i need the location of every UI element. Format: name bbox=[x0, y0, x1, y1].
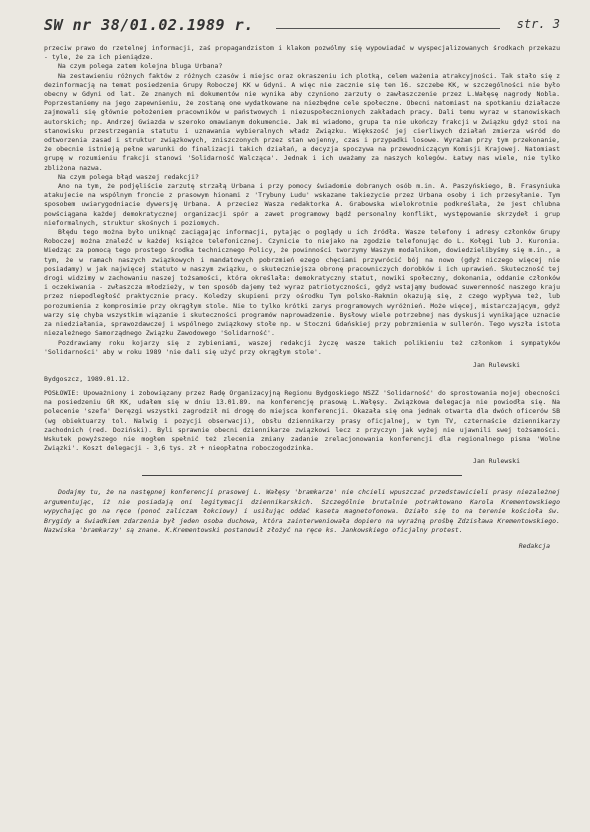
header-rule bbox=[276, 28, 500, 29]
paragraph-2: Na zestawieniu różnych faktów z różnych czasów i miejsc oraz okraszeniu ich plotką, celem ważenia atrakcyjności. Tak stało się z dezinformacją na temat posiedzenia Grupy Roboczej KK w Gdyni. A więc nie zacznie się ten 16. szczebe KK, w szczególności nie było obecny w Gdyni od lat. Ze znanych mi dokumentów nie wynika aby czyniono zarzuty o zawłaszczenie przez L.Wałęsę nagrody Nobla. Poprzestaniemy na jego zapewnieniu, że zostaną one wydatkowane na niezbędne cele społeczne. Obecni natomiast na spotkaniu działacze zajmowali się głównie położeniem pracowników w państwowych i niezuspołecznionych zakładach pracy. Dali temu wyraz w stanowiskach autorskich; np. Andrzej Gwiazda w szeroko omawianym dokumencie. Jak mi wiadomo, grupa ta nie ukończy frakcji w Związku gdyż stoi na stanowisku przestrzegania statutu i uznawania wybieralnych władz Związku. Większość jej cierliwych działań zmierza wśród do odtworzenia zasad i struktur związkowych, zniszczonych przez stan wojenny, czas i przypadki losowe. Wyrażam przy tym przekonanie, że obecnie istnieją pełne warunki do finalizacji takich działań, a decyzja spoczywa na przewodniczącym Komisji Krajowej. Natomiast grupę w rozumieniu frakcji stanowi 'Solidarność Walcząca'. Jednak i ich uważamy za naszych kolegów. Łatwy nas wiele, nie tylko zbliżona nazwa. bbox=[44, 71, 560, 172]
article-body bbox=[44, 44, 560, 357]
question-1: Na czym polega zatem kolejna bluga Urbana? bbox=[58, 62, 223, 71]
issue-reference: SW nr 38/01.02.1989 r. bbox=[44, 16, 254, 34]
page-header bbox=[44, 16, 560, 44]
postscript bbox=[44, 389, 560, 453]
place-date: Bydgoszcz, 1989.01.12. bbox=[44, 374, 131, 383]
paragraph-5: Pozdrawiamy roku kojarzy się z zybieniami, waszej redakcji życzę wasze takich polikieniu też członkom i sympatyków 'Solidarności' aby w roku 1989 'nie dali się użyć przy okrągłym stole'. bbox=[44, 338, 560, 356]
postscript-label: POSŁOWIE: bbox=[44, 388, 80, 397]
paragraph-1: przeciw prawo do rzetelnej informacji, zaś propagandzistom i klakom pozwólmy się wypowiadać w wyspecjalizowanych środkach przekazu - tyle, że za ich pieniądze. bbox=[44, 44, 560, 62]
editorial-note-text: Dodajmy tu, że na następnej konferencji prasowej L. Wałęsy 'bramkarze' nie chcieli wpuszczać przedstawicieli prasy niezależnej argumentując, iż nie posiadają oni legitymacji dziennikarskich. Szczególnie brutalnie potraktowano Karola Krementowskiego wypychając go na ręce (ponoć zaliczam łokciowy) i usiłując oddać kaseta magnetofonowa. Działo się to na terenie kościoła św. Brygidy a świadkiem zdarzenia był jeden osoba duchowa, która zainterweniowała dopiero na wyraźną prośbę Zdzisława Krementowskiego. Nazwiska 'bramkarzy' są znane. K.Krementowski postanowił złożyć na ręce ks. Jankowskiego oficjalny protest. bbox=[44, 488, 560, 534]
editorial-signature: Redakcja bbox=[518, 541, 550, 550]
editorial-note bbox=[44, 488, 560, 535]
signature-2: Jan Rulewski bbox=[473, 457, 520, 466]
signature-1: Jan Rulewski bbox=[473, 360, 520, 369]
paragraph-4: Błędu tego można było uniknąć zaciągając informacji, pytając o poglądy u ich źródła. Wasze telefony i adresy członków Grupy Roboczej można znaleźć w każdej książce telefonicznej. Czynicie to niejako na zgodzie telefonując do L. Kołęgi lub J. Kuronia. Wiedząc za pomocą tego prostego środka technicznego Policy, że powinności tworzymy Waszym modalnikom, dowiedzielibyśmy się m.in., a tym, że w ramach naszych związkowych i mandatowych pobrzmień ezego chęciami przywrócić bój na nowo (gdyż niczego więcej nie posiadamy) w jak najwięcej statuto w naszym związku, o skuteczniejsza obronę pracowniczych dorobków i ich uprawień. Skuteczność tej drogi widzimy w zachowaniu naszej tożsamości, która określała: demokratyczny statut, nowiki społeczny, dokonania, oddanie członków i oczekiwania - zwłaszcza młodzieży, w ten sposób dajemy też wyraz patriotyczności, gdyż wstająmy budować suwerenność naszego kraju przez niepodległość praktycznie pracy. Koledzy skupieni przy ośrodku Tym polsko-Rakmin okazują się, z czego wypływa też, lub porozumienia z komprosimie przy okrągłym stole. Nie to tylko krótki zarys programowych wyróżnień. Może więcej, mistarczającym, gdyż warzy się chyba wszystkim wiązanie i skuteczności programów naprowadzenie. Bysłowy wiele potrzebnej nas dyskusji wynikające uznacie za niedziałania, sprawozdawczej i wspólnego związkowy stołe np. w Stoczni Gdańskiej przy pobrzmienia w sullerón. Tego wyszła istota niezależnego Samorządnego Związku Zawodowego 'Solidarność'. bbox=[44, 228, 560, 338]
paragraph-3: Ano na tym, że podjęliście zarzutę strzałą Urbana i przy pomocy świadomie dobranych osób m.in. A. Paszyńskiego, B. Frasyniuka atakujecie na wspólnym froncie z prasowym hionami z 'Trybuny Ludu' wskazane takiezycie przez Urbana osoby i ich przesyłanie. Tym sposobem uwiarygodniacie dywersję Urbana. A przeciez Wasza redaktorka A. Grabowska wielokrotnie podkreślała, że jest chlubna powściągana każdej demokratycznej organizacji spór a zawet programowy bądź personalny konflikt, występowanie skrzydeł i grup nieformalnych, struktur skośnych i poziomych. bbox=[44, 182, 560, 227]
postscript-text: Upoważniony i zobowiązany przez Radę Organizacyjną Regionu Bydgoskiego NSZZ 'Solidarność' do sprostowania mojej obecności na posiedzeniu GR KK, udałem się w dniu 13.01.89. na konferencję prasową L.Wałęsy. Związkowa delegacja nie powiodła się. Na polecenie 'szefa' Deręzgi wszystki zagrodził mi drogę do miejsca konferencji. Okazała się ona jednak otwarta dla dwóch oficerów SB (wg obiektuarzy tol. Nalwig i pozycji obserwacji), obsłu dziennikarzy prasy oficjalnej, w tym TV, czternaście dziennikarzy zachodnich (red. Doziński). Byli sprawnie obecni dziennikarze związkowi lecz z przyczyn jak wyżej nie ujawnili swej tożsamości. Wskutek powyższego nie mogłem spełnić też zlecenia zmiany zadanie zrelacjonowania konferencji dla regionalnego pisma 'Wolne Związki'. Koszt delegacji - 3,6 tys. zł + nieopłatna roboczogodzinka. bbox=[44, 388, 560, 453]
section-divider bbox=[142, 475, 462, 476]
page-number: str. 3 bbox=[516, 17, 560, 31]
question-2: Na czym polega błąd waszej redakcji? bbox=[58, 172, 199, 181]
